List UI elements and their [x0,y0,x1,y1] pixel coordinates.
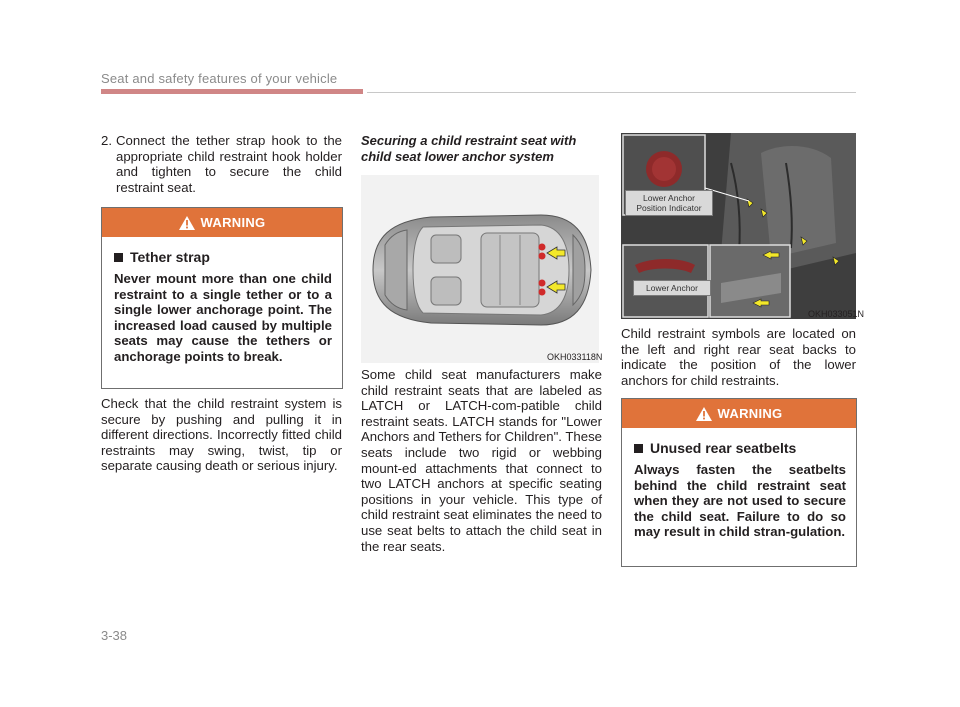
warning-text: Always fasten the seatbelts behind the child restraint seat when they are not used to secure the child seat. Failure to do so may result in child stran-gulation. [634,462,846,540]
section-subheading: Securing a child restraint seat with child seat lower anchor system [361,133,577,164]
car-top-view-image [361,175,599,363]
warning-title-text: Unused rear seatbelts [650,440,797,456]
page-number: 3-38 [101,628,128,643]
car-top-view-illustration [361,175,599,363]
header-rule [367,92,856,93]
bullet-square-icon [114,253,123,262]
step-text: Connect the tether strap hook to the appropriate child restraint hook holder and tighten to secure the child restraint seat. [116,133,342,195]
warning-title-text: Tether strap [130,249,210,265]
bullet-square-icon [634,444,643,453]
label-lower-anchor-indicator: Lower Anchor Position Indicator [625,190,713,216]
warning-label: WARNING [717,406,783,421]
middle-paragraph: Some child seat manufacturers make child restraint seats that are labeled as LATCH or LATCH-com-patible child restraint seats. LATCH stands for "Lower Anchors and Tethers for Children". These seats include two rigid or webbing mount-ed attachments that connect to two LATCH anchors at specific seating positions in your vehicle. This type of child restraint seat eliminates the need to use seat belts to attach the child seat in the rear seats. [361,367,602,554]
warning-header [102,208,342,237]
warning-label: WARNING [200,215,266,230]
warning-title [114,249,332,265]
step-number: 2. [101,133,112,148]
warning-header [622,399,856,428]
warning-box-tether [101,207,343,389]
header-accent-bar [101,89,363,94]
warning-box-seatbelts [621,398,857,567]
image-code-car: OKH033118N [547,352,603,362]
left-paragraph: Check that the child restraint system is secure by pushing and pulling it in different directions. Incorrectly fitted child restraints may swing, twist, tip or separate causing death or serious injury. [101,396,342,474]
warning-triangle-icon [696,407,712,421]
warning-title [634,440,846,456]
section-title: Seat and safety features of your vehicle [101,71,338,86]
warning-triangle-icon [179,216,195,230]
image-code-seat: OKH033051N [808,309,865,319]
label-lower-anchor: Lower Anchor [633,280,711,296]
step-2 [101,133,342,195]
warning-text: Never mount more than one child restraint to a single tether or to a single lower anchorage point. The increased load caused by multiple seats may cause the tethers or anchorage points to break. [114,271,332,364]
right-paragraph: Child restraint symbols are located on the left and right rear seat backs to indicate the position of the lower anchors for child restraints. [621,326,856,388]
